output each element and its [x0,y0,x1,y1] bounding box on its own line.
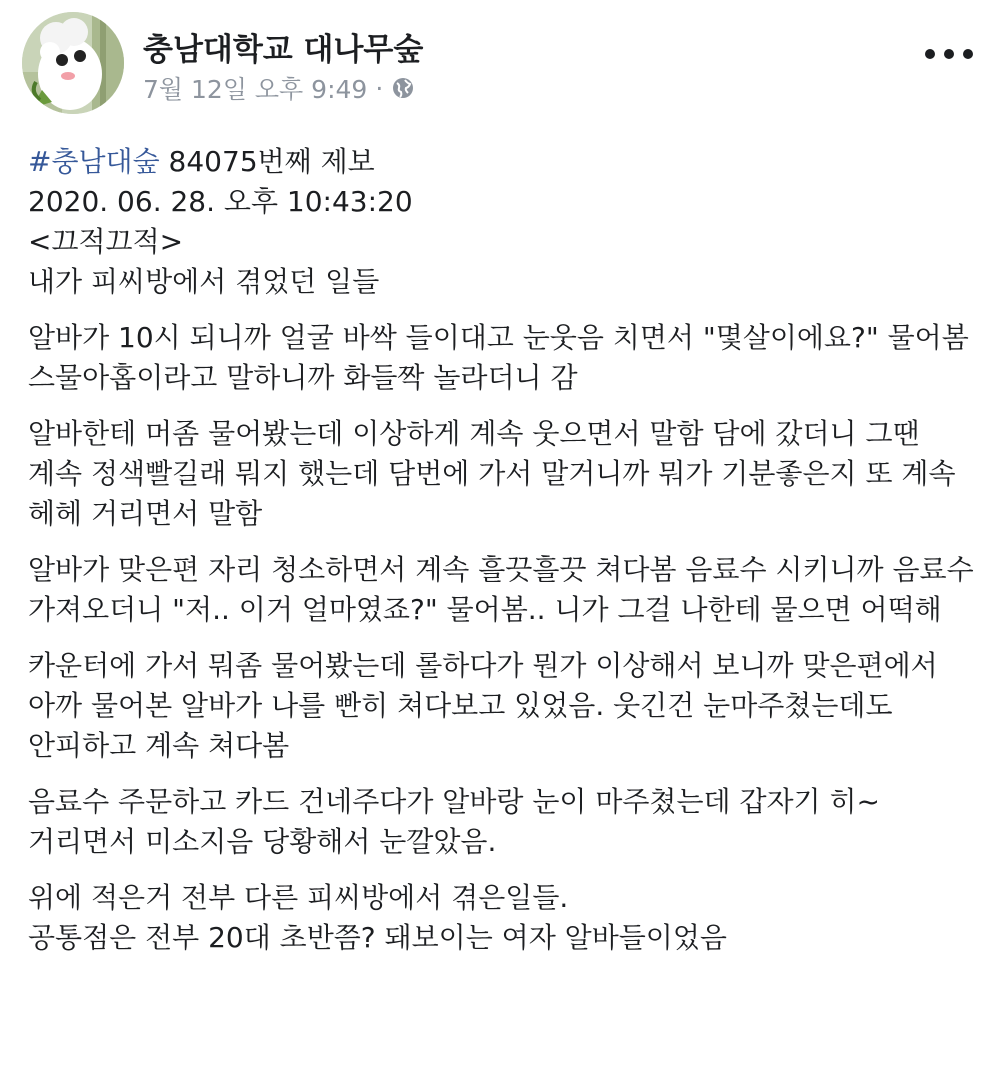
post-report-line [28,142,978,182]
post-body [28,142,978,958]
more-dot-icon [944,49,954,59]
post-timestamp[interactable]: 7월 12일 오후 9:49 [143,75,368,104]
more-dot-icon [963,49,973,59]
post-paragraph: 알바가 맞은편 자리 청소하면서 계속 흘끗흘끗 쳐다봄 음료수 시키니까 음료수 가져오더니 "저.. 이거 얼마였죠?" 물어봄.. 니가 그걸 나한테 물으면 어떡해 [28,553,974,626]
post-paragraph: 카운터에 가서 뭐좀 물어봤는데 롤하다가 뭔가 이상해서 보니까 맞은편에서 아까 물어본 알바가 나를 빤히 쳐다보고 있었음. 웃긴건 눈마주쳤는데도 안피하고 계속 쳐다봄 [28,649,938,762]
post-datetime: 2020. 06. 28. 오후 10:43:20 [28,185,413,218]
post-paragraph: 음료수 주문하고 카드 건네주다가 알바랑 눈이 마주쳤는데 갑자기 히~ 거리면서 미소지음 당황해서 눈깔았음. [28,785,881,858]
post-paragraph: 알바가 10시 되니까 얼굴 바싹 들이대고 눈웃음 치면서 "몇살이에요?" 물어봄 스물아홉이라고 말하니까 화들짝 놀라더니 감 [28,321,969,394]
globe-icon[interactable] [391,76,415,100]
post-header [0,0,1000,110]
avatar-image [22,12,124,114]
post-paragraph: 알바한테 머좀 물어봤는데 이상하게 계속 웃으면서 말함 담에 갔더니 그땐 계속 정색빨길래 뭐지 했는데 담번에 가서 말거니까 뭐가 기분좋은지 또 계속 헤헤 거리면서 말함 [28,417,956,530]
page-name[interactable]: 충남대학교 대나무숲 [143,32,424,68]
post-meta [143,70,415,106]
post-paragraph: 위에 적은거 전부 다른 피씨방에서 겪은일들. 공통점은 전부 20대 초반쯤? 돼보이는 여자 알바들이었음 [28,881,727,954]
page-avatar[interactable] [22,12,124,114]
more-options-button[interactable] [925,42,973,66]
post-title: <끄적끄적> [28,225,184,258]
hashtag-link[interactable]: #충남대숲 [28,145,160,178]
meta-separator: · [375,73,384,103]
post-intro: 내가 피씨방에서 겪었던 일들 [28,265,380,298]
report-number: 84075번째 제보 [159,145,375,178]
more-dot-icon [925,49,935,59]
